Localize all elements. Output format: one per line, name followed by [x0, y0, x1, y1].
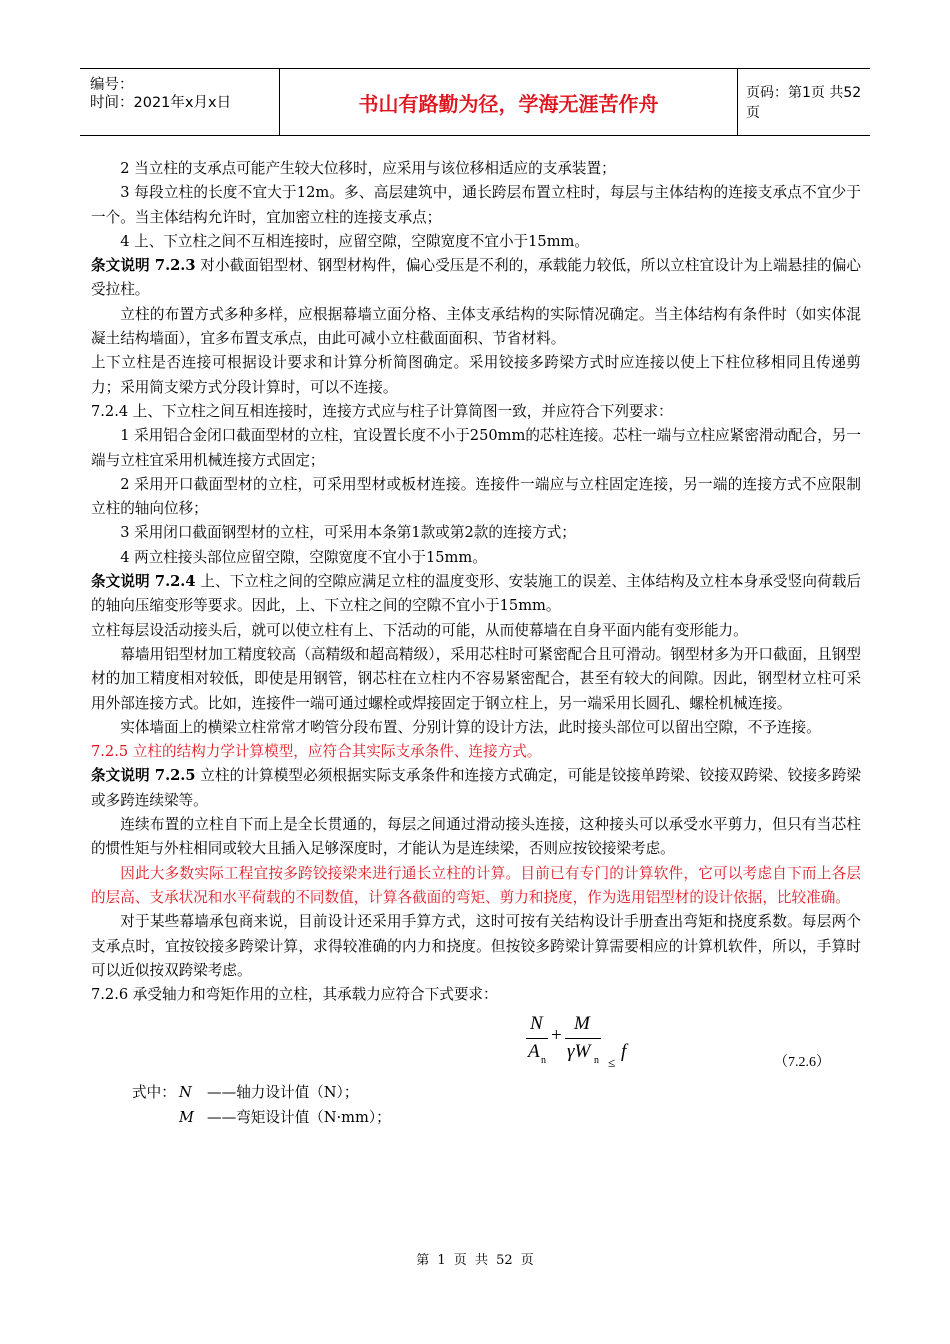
definition-text: ——弯矩设计值（N·mm）； — [207, 1108, 391, 1126]
paragraph — [91, 400, 861, 424]
formula-f: f — [621, 1041, 627, 1063]
formula-numerator-1: N — [530, 1013, 543, 1035]
paragraph — [91, 983, 861, 1007]
paragraph — [91, 230, 861, 254]
symbol-definitions — [91, 1081, 861, 1130]
number-label: 编号： — [90, 77, 134, 93]
formula-denominator-1: A — [528, 1041, 540, 1063]
fraction-bar-2 — [565, 1038, 601, 1039]
footer-total-pages: 52 — [496, 1253, 513, 1268]
paragraph-text: 立柱的布置方式多种多样，应根据幕墙立面分格、主体支承结构的实际情况确定。当主体结构有条件时（如实体混凝土结构墙面），宜多布置支承点，由此可减小立柱截面面积、节省材料。 — [91, 305, 861, 348]
paragraph-list — [91, 157, 861, 1007]
paragraph-text: 7.2.5 立柱的结构力学计算模型，应符合其实际支承条件、连接方式。 — [91, 743, 542, 761]
paragraph — [91, 862, 861, 911]
header-meta-cell — [80, 69, 280, 135]
definition-text: ——轴力设计值（N）； — [207, 1084, 359, 1102]
formula-le: ≤ — [608, 1055, 616, 1071]
paragraph-text: 3 每段立柱的长度不宜大于12m。多、高层建筑中，通长跨层布置立柱时，每层与主体结构的连接支承点不宜少于一个。当主体结构允许时，宜加密立柱的连接支承点； — [91, 184, 861, 226]
paragraph-text: 立柱每层设活动接头后，就可以使立柱有上、下活动的可能，从而使幕墙在自身平面内能有变形能力。 — [91, 621, 748, 639]
footer-word: 页 — [453, 1253, 467, 1268]
paragraph-text: 上、下立柱之间的空隙应满足立柱的温度变形、安装施工的误差、主体结构及立柱本身承受竖向荷载后的轴向压缩变形等要求。因此，上、下立柱之间的空隙不宜小于15mm。 — [91, 573, 861, 615]
paragraph — [91, 910, 861, 983]
paragraph — [91, 643, 861, 716]
paragraph-text: 7.2.6 承受轴力和弯矩作用的立柱，其承载力应符合下式要求： — [91, 986, 498, 1004]
paragraph — [91, 619, 861, 643]
formula-denominator-2: γW — [567, 1041, 591, 1063]
document-header — [80, 68, 870, 136]
definition-row — [91, 1081, 861, 1105]
clause-heading: 条文说明 7.2.5 — [91, 767, 196, 785]
paragraph — [91, 303, 861, 352]
paragraph-text: 幕墙用铝型材加工精度较高（高精级和超高精级），采用芯柱时可紧密配合且可滑动。钢型材多为开口截面，且钢型材的加工精度相对较低，即使是用钢管，钢芯柱在立柱内不容易紧密配合，甚至有较大的间隙。因此，钢型材立柱可采用外部连接方式。比如，连接件一端可通过螺栓或焊接固定于钢立柱上，另一端采用长圆孔、螺栓机械连接。 — [91, 645, 861, 712]
paragraph-text: 因此大多数实际工程宜按多跨铰接梁来进行通长立柱的计算。目前已有专门的计算软件，它可以考虑自下而上各层的层高、支承状况和水平荷载的不同数值，计算各截面的弯矩、剪力和挠度，作为选用铝型材的设计依据，比较准确。 — [91, 864, 861, 906]
paragraph — [91, 424, 861, 473]
paragraph — [91, 157, 861, 181]
time-label: 时间：2021年x月x日 — [90, 95, 232, 111]
paragraph-text: 对小截面铝型材、钢型材构件，偏心受压是不利的，承载能力较低，所以立柱宜设计为上端悬挂的偏心受拉柱。 — [91, 257, 861, 299]
paragraph-text: 实体墙面上的横梁立柱常常才哟管分段布置、分别计算的设计方法，此时接头部位可以留出空隙，不予连接。 — [120, 718, 821, 736]
formula-plus: + — [551, 1025, 562, 1047]
paragraph-text: 连续布置的立柱自下而上是全长贯通的，每层之间通过滑动接头连接，这种接头可以承受水平剪力，但只有当芯柱的惯性矩与外柱相同或较大且插入足够深度时，才能认为是连续梁，否则应按铰接梁考虑。 — [91, 816, 861, 858]
clause-heading: 条文说明 7.2.4 — [91, 573, 196, 591]
footer-word: 第 — [416, 1253, 430, 1268]
clause-heading: 条文说明 7.2.3 — [91, 257, 196, 275]
paragraph — [91, 254, 861, 303]
paragraph — [91, 351, 861, 400]
paragraph-text: 3 采用闭口截面钢型材的立柱，可采用本条第1款或第2款的连接方式； — [120, 524, 576, 542]
paragraph-text: 上下立柱是否连接可根据设计要求和计算分析简图确定。采用铰接多跨梁方式时应连接以使上下柱位移相同且传递剪力；采用简支梁方式分段计算时，可以不连接。 — [91, 354, 861, 396]
motto: 书山有路勤为径，学海无涯苦作舟 — [280, 69, 738, 135]
formula-7-2-6 — [91, 1007, 861, 1081]
formula-number: （7.2.6） — [774, 1055, 830, 1071]
footer-word: 共 — [474, 1253, 488, 1268]
paragraph — [91, 521, 861, 545]
paragraph — [91, 181, 861, 230]
document-body — [91, 157, 861, 1130]
paragraph — [91, 813, 861, 862]
paragraph — [91, 740, 861, 764]
paragraph-text: 2 当立柱的支承点可能产生较大位移时，应采用与该位移相适应的支承装置； — [120, 160, 616, 177]
page-label: 页码：第1页 共52页 — [746, 85, 862, 121]
paragraph — [91, 764, 861, 813]
paragraph-text: 7.2.4 上、下立柱之间互相连接时，连接方式应与柱子计算简图一致，并应符合下列要求： — [91, 402, 673, 420]
paragraph-text: 4 上、下立柱之间不互相连接时，应留空隙，空隙宽度不宜小于15mm。 — [120, 232, 589, 250]
paragraph-text: 对于某些幕墙承包商来说，目前设计还采用手算方式，这时可按有关结构设计手册查出弯矩和挠度系数。每层两个支承点时，宜按铰接多跨梁计算，求得较准确的内力和挠度。但按铰多跨梁计算需要相应的计算机软件，所以，手算时可以近似按双跨梁考虑。 — [91, 913, 861, 979]
definitions-intro: 式中： — [132, 1084, 176, 1102]
page-footer — [0, 1249, 950, 1268]
paragraph-text: 1 采用铝合金闭口截面型材的立柱，宜设置长度不小于250mm的芯柱连接。芯柱一端与立柱应紧密滑动配合，另一端与立柱宜采用机械连接方式固定； — [91, 427, 861, 469]
paragraph — [91, 570, 861, 619]
formula-subscript-1: n — [541, 1055, 546, 1067]
footer-page-number: 1 — [437, 1253, 446, 1268]
definition-symbol: N — [179, 1084, 192, 1102]
paragraph — [91, 716, 861, 740]
definition-row — [91, 1106, 861, 1130]
formula-subscript-2: n — [594, 1055, 599, 1067]
paragraph-text: 4 两立柱接头部位应留空隙，空隙宽度不宜小于15mm。 — [120, 548, 487, 566]
paragraph — [91, 473, 861, 522]
fraction-bar-1 — [526, 1038, 548, 1039]
definition-symbol: M — [179, 1108, 194, 1126]
formula-numerator-2: M — [574, 1013, 590, 1035]
paragraph — [91, 546, 861, 570]
paragraph-text: 立柱的计算模型必须根据实际支承条件和连接方式确定，可能是铰接单跨梁、铰接双跨梁、铰接多跨梁或多跨连续梁等。 — [91, 767, 861, 809]
paragraph-text: 2 采用开口截面型材的立柱，可采用型材或板材连接。连接件一端应与立柱固定连接，另一端的连接方式不应限制立柱的轴向位移； — [91, 475, 861, 518]
footer-word: 页 — [520, 1253, 534, 1268]
